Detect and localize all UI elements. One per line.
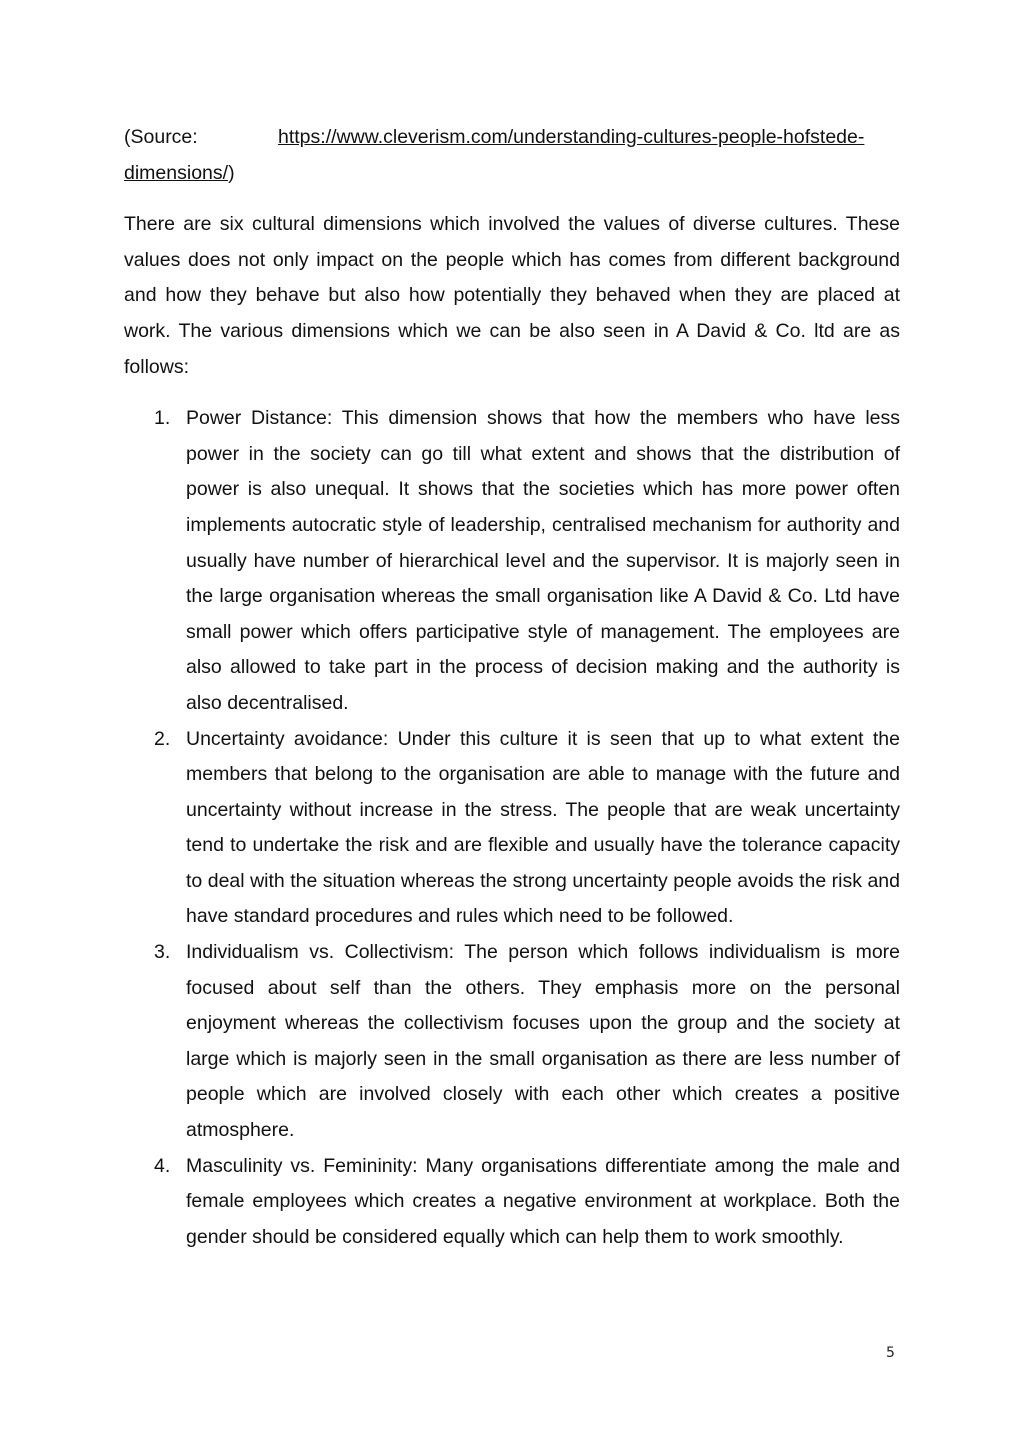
page-number: 5 [886, 1345, 895, 1361]
list-item-number: 1. [154, 407, 171, 430]
source-close-paren: ) [228, 161, 235, 184]
list-item-number: 4. [154, 1154, 171, 1177]
source-citation [124, 120, 900, 191]
dimensions-list [124, 401, 900, 1255]
source-label: (Source: [124, 126, 198, 148]
list-item-text: Power Distance: This dimension shows that how the members who have less power in the society can go till what extent and shows that the distribution of power is also unequal. It shows that the societies which has more power often implements autocratic style of leadership, centralised mechanism for authority and usually have number of hierarchical level and the supervisor. It is majorly seen in the large organisation whereas the small organisation like A David & Co. Ltd have small power which offers participative style of management. The employees are also allowed to take part in the process of decision making and the authority is also decentralised. [186, 407, 900, 714]
list-item [124, 722, 900, 936]
list-item-number: 2. [154, 727, 171, 750]
intro-paragraph: There are six cultural dimensions which involved the values of diverse cultures. These values does not only impact on the people which has comes from different background and how they behave but also how potentially they behaved when they are placed at work. The various dimensions which we can be also seen in A David & Co. ltd are as follows: [124, 213, 900, 378]
list-item-number: 3. [154, 941, 171, 964]
source-link[interactable]: https://www.cleverism.com/understanding-cultures-people-hofstede-dimensions/ [124, 126, 865, 184]
list-item [124, 1149, 900, 1256]
list-item [124, 935, 900, 1149]
list-item-text: Individualism vs. Collectivism: The person which follows individualism is more focused about self than the others. They emphasis more on the personal enjoyment whereas the collectivism focuses upon the group and the society at large which is majorly seen in the small organisation as there are less number of people which are involved closely with each other which creates a positive atmosphere. [186, 941, 900, 1142]
list-item-text: Masculinity vs. Femininity: Many organisations differentiate among the male and female employees which creates a negative environment at workplace. Both the gender should be considered equally which can help them to work smoothly. [186, 1154, 900, 1248]
list-item [124, 401, 900, 721]
document-page [124, 120, 900, 1255]
list-item-text: Uncertainty avoidance: Under this culture it is seen that up to what extent the members that belong to the organisation are able to manage with the future and uncertainty without increase in the stress. The people that are weak uncertainty tend to undertake the risk and are flexible and usually have the tolerance capacity to deal with the situation whereas the strong uncertainty people avoids the risk and have standard procedures and rules which need to be followed. [186, 727, 900, 928]
